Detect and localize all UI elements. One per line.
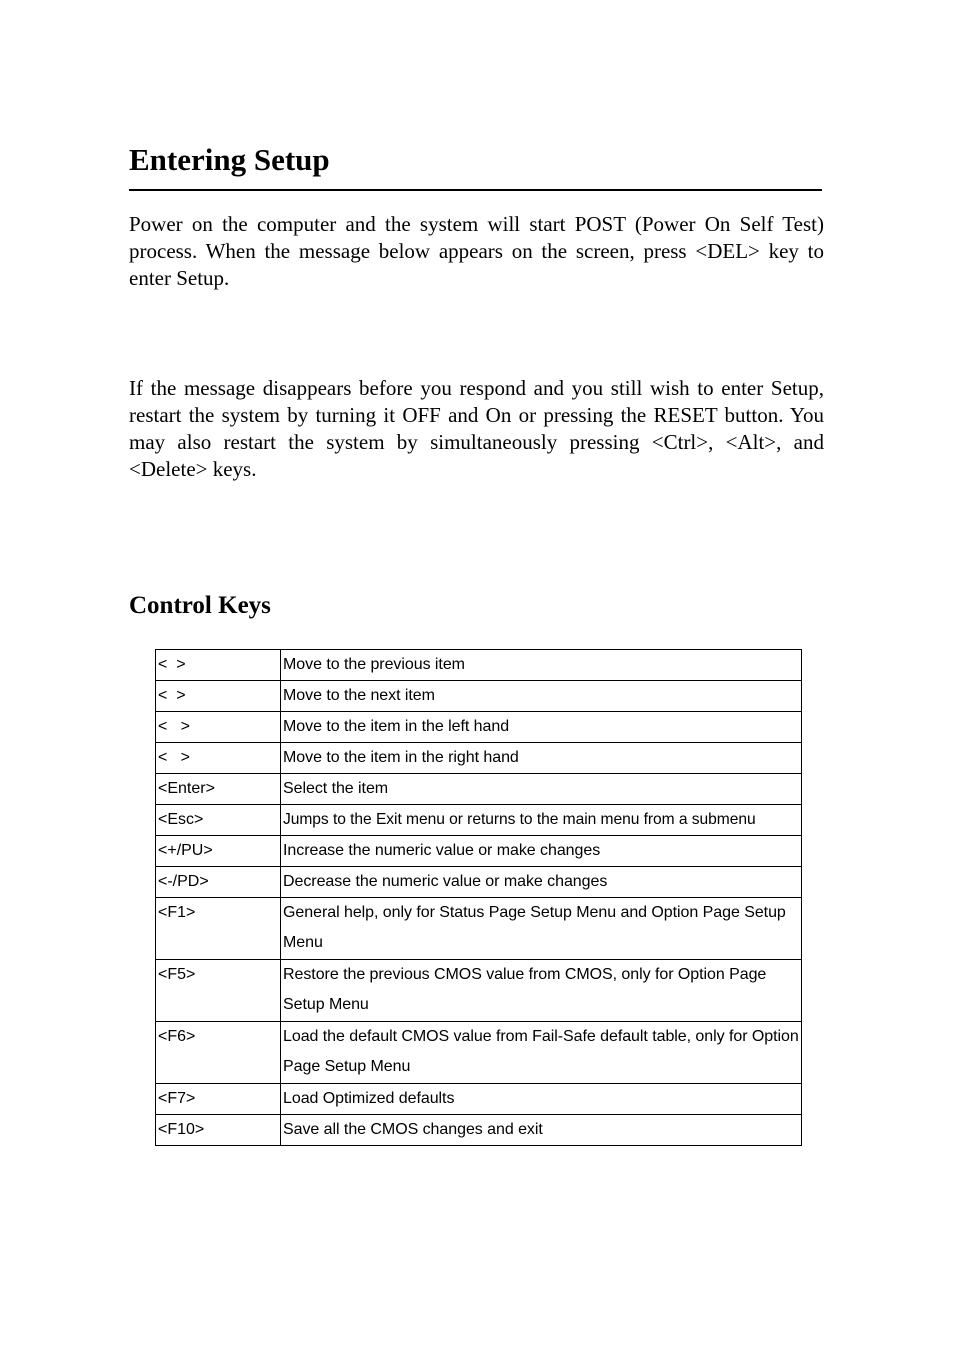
description-cell: General help, only for Status Page Setup Menu and Option Page Setup Menu <box>281 898 802 960</box>
description-cell: Load Optimized defaults <box>281 1084 802 1115</box>
description-cell: Decrease the numeric value or make changes <box>281 867 802 898</box>
key-cell: < > <box>156 712 281 743</box>
key-cell: <F10> <box>156 1115 281 1146</box>
control-keys-table <box>155 649 802 1146</box>
title-underline <box>129 189 822 191</box>
description-cell: Restore the previous CMOS value from CMOS, only for Option Page Setup Menu <box>281 960 802 1022</box>
description-cell: Increase the numeric value or make changes <box>281 836 802 867</box>
description-cell: Jumps to the Exit menu or returns to the main menu from a submenu <box>281 805 802 836</box>
description-cell: Select the item <box>281 774 802 805</box>
table-row <box>156 774 802 805</box>
key-cell: < > <box>156 650 281 681</box>
table-row <box>156 867 802 898</box>
key-cell: <-/PD> <box>156 867 281 898</box>
description-cell: Load the default CMOS value from Fail-Safe default table, only for Option Page Setup Menu <box>281 1022 802 1084</box>
key-cell: < > <box>156 743 281 774</box>
table-row <box>156 836 802 867</box>
restart-paragraph: If the message disappears before you respond and you still wish to enter Setup, restart the system by turning it OFF and On or pressing the RESET button. You may also restart the system by simultaneously pressing <Ctrl>, <Alt>, and <Delete> keys. <box>129 376 824 481</box>
table-row <box>156 960 802 1022</box>
table-row <box>156 1084 802 1115</box>
description-cell: Move to the next item <box>281 681 802 712</box>
key-cell: <F7> <box>156 1084 281 1115</box>
intro-paragraph: Power on the computer and the system will start POST (Power On Self Test) process. When the message below appears on the screen, press <DEL> key to enter Setup. <box>129 212 824 290</box>
table-row <box>156 712 802 743</box>
description-cell: Save all the CMOS changes and exit <box>281 1115 802 1146</box>
key-cell: <Enter> <box>156 774 281 805</box>
key-cell: <+/PU> <box>156 836 281 867</box>
key-cell: <Esc> <box>156 805 281 836</box>
table-row <box>156 650 802 681</box>
table-row <box>156 1115 802 1146</box>
table-row <box>156 1022 802 1084</box>
description-cell: Move to the previous item <box>281 650 802 681</box>
table-row <box>156 681 802 712</box>
key-cell: <F6> <box>156 1022 281 1084</box>
table-row <box>156 898 802 960</box>
description-cell: Move to the item in the right hand <box>281 743 802 774</box>
key-cell: <F1> <box>156 898 281 960</box>
key-cell: < > <box>156 681 281 712</box>
control-keys-title: Control Keys <box>129 592 271 619</box>
table-row <box>156 805 802 836</box>
key-cell: <F5> <box>156 960 281 1022</box>
table-row <box>156 743 802 774</box>
section-title: Entering Setup <box>129 142 330 177</box>
description-cell: Move to the item in the left hand <box>281 712 802 743</box>
